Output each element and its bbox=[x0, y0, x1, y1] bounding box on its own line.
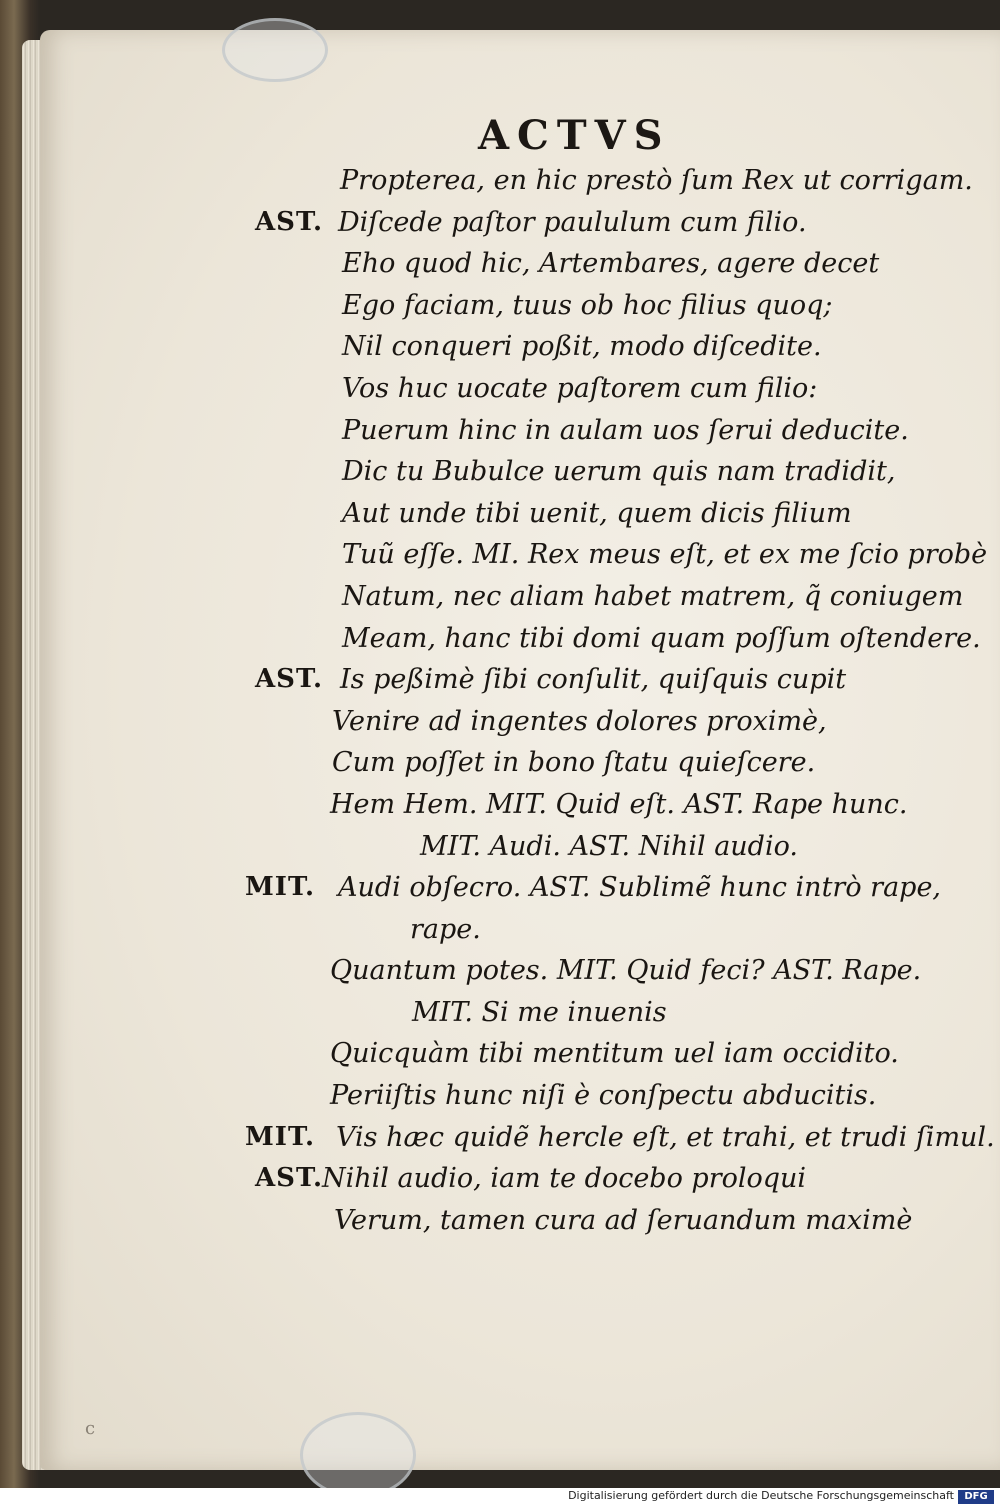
verse-text-line: Dic tu Bubulce uerum quis nam tradidit, bbox=[342, 456, 896, 488]
verse-text bbox=[0, 160, 1000, 1241]
speaker-label: AST. bbox=[255, 664, 323, 695]
verse-line bbox=[0, 867, 1000, 909]
verse-line bbox=[0, 534, 1000, 576]
verse-text-line: Is peßimè ſibi conſulit, quiſquis cupit bbox=[340, 664, 847, 696]
verse-line bbox=[0, 160, 1000, 202]
running-head: ACTVS bbox=[478, 112, 671, 159]
verse-text-line: Cum poſſet in bono ſtatu quieſcere. bbox=[332, 747, 816, 779]
verse-text-line: Quicquàm tibi mentitum uel iam occidito. bbox=[330, 1038, 899, 1070]
verse-text-line: Propterea, en hic prestò ſum Rex ut corrigam. bbox=[340, 165, 973, 196]
verse-line bbox=[0, 1033, 1000, 1075]
verse-text-line: Diſcede paſtor paululum cum filio. bbox=[338, 206, 807, 238]
verse-line bbox=[0, 909, 1000, 951]
verse-text-line: Ego faciam, tuus ob hoc filius quoq; bbox=[342, 289, 833, 321]
dfg-logo: DFG bbox=[958, 1490, 994, 1504]
verse-line bbox=[0, 1158, 1000, 1200]
verse-line bbox=[0, 992, 1000, 1034]
verse-text-line: Hem Hem. MIT. Quid eſt. AST. Rape hunc. bbox=[330, 788, 908, 820]
verse-text-line: rape. bbox=[410, 913, 481, 945]
speaker-label: AST. bbox=[255, 206, 323, 237]
verse-text-line: Natum, nec aliam habet matrem, q̃ coniugem bbox=[342, 580, 964, 612]
speaker-label: AST. bbox=[255, 1163, 323, 1194]
verse-text-line: MIT. Audi. AST. Nihil audio. bbox=[420, 830, 798, 862]
verse-line bbox=[0, 493, 1000, 535]
verse-text-line: Venire ad ingentes dolores proximè, bbox=[332, 705, 827, 737]
verse-line bbox=[0, 285, 1000, 327]
verse-line bbox=[0, 576, 1000, 618]
funding-credit: Digitalisierung gefördert durch die Deutsche Forschungsgemeinschaft bbox=[568, 1489, 954, 1502]
verse-text-line: Tuũ eſſe. MI. Rex meus eſt, et ex me ſcio probè bbox=[342, 539, 988, 571]
verse-line bbox=[0, 950, 1000, 992]
glass-clip-bottom bbox=[300, 1412, 416, 1498]
margin-mark: c bbox=[85, 1418, 96, 1439]
verse-text-line: Aut unde tibi uenit, quem dicis filium bbox=[342, 497, 852, 529]
verse-text-line: Periiſtis hunc niſi è conſpectu abducitis. bbox=[330, 1080, 877, 1112]
speaker-label: MIT. bbox=[245, 872, 315, 903]
verse-text-line: Verum, tamen cura ad ſeruandum maximè bbox=[334, 1204, 913, 1236]
verse-line bbox=[0, 1075, 1000, 1117]
verse-line bbox=[0, 451, 1000, 493]
verse-line bbox=[0, 701, 1000, 743]
verse-line bbox=[0, 202, 1000, 244]
verse-text-line: Nihil audio, iam te docebo proloqui bbox=[322, 1163, 807, 1195]
verse-text-line: Audi obſecro. AST. Sublimẽ hunc intrò rape, bbox=[338, 872, 942, 904]
verse-text-line: Vis hæc quidẽ hercle eſt, et trahi, et trudi ſimul. bbox=[336, 1121, 995, 1153]
verse-line bbox=[0, 410, 1000, 452]
speaker-label: MIT. bbox=[245, 1121, 315, 1152]
verse-line bbox=[0, 1117, 1000, 1159]
verse-text-line: Quantum potes. MIT. Quid feci? AST. Rape. bbox=[330, 955, 922, 987]
verse-text-line: Eho quod hic, Artembares, agere decet bbox=[342, 248, 880, 280]
verse-text-line: Puerum hinc in aulam uos ſerui deducite. bbox=[342, 414, 909, 446]
verse-line bbox=[0, 618, 1000, 660]
verse-line bbox=[0, 1200, 1000, 1242]
verse-line bbox=[0, 659, 1000, 701]
verse-text-line: Meam, hanc tibi domi quam poſſum oſtendere. bbox=[342, 622, 981, 654]
glass-clip-top bbox=[222, 18, 328, 82]
verse-line bbox=[0, 243, 1000, 285]
verse-line bbox=[0, 784, 1000, 826]
verse-line bbox=[0, 742, 1000, 784]
verse-line bbox=[0, 368, 1000, 410]
verse-text-line: MIT. Si me inuenis bbox=[412, 996, 667, 1028]
verse-text-line: Vos huc uocate paſtorem cum filio: bbox=[342, 372, 818, 404]
verse-line bbox=[0, 826, 1000, 868]
verse-line bbox=[0, 326, 1000, 368]
verse-text-line: Nil conqueri poßit, modo diſcedite. bbox=[342, 331, 822, 363]
